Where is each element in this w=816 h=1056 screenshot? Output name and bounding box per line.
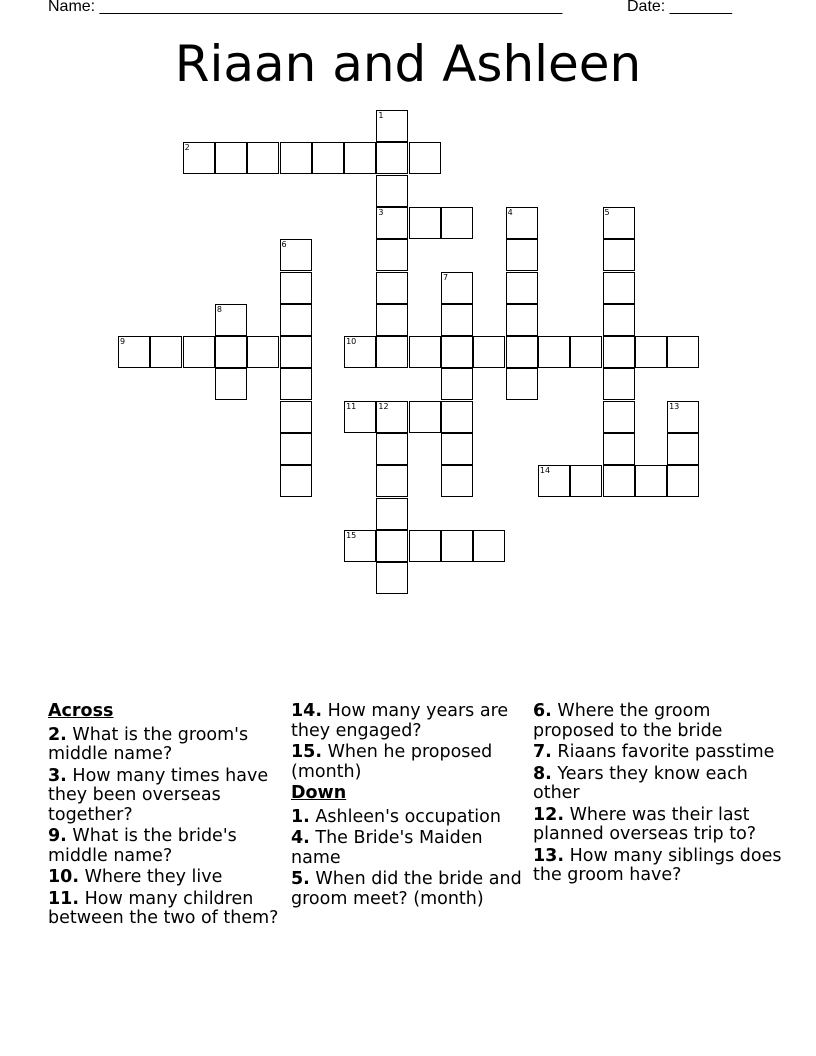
crossword-cell[interactable] [441, 465, 473, 497]
crossword-cell[interactable] [635, 336, 667, 368]
crossword-cell[interactable] [603, 368, 635, 400]
crossword-cell[interactable] [312, 142, 344, 174]
cell-number: 15 [346, 530, 357, 540]
crossword-cell[interactable] [247, 142, 279, 174]
crossword-cell[interactable] [118, 336, 150, 368]
crossword-cell[interactable] [441, 336, 473, 368]
clue-number: 15. [291, 742, 323, 762]
clue-item [533, 743, 783, 763]
clue-text: When he proposed (month) [291, 742, 493, 782]
crossword-cell[interactable] [441, 304, 473, 336]
crossword-cell[interactable] [570, 336, 602, 368]
crossword-cell[interactable] [280, 401, 312, 433]
down-heading: Down [291, 783, 347, 803]
clue-item [48, 726, 286, 765]
clue-text: Ashleen's occupation [315, 806, 501, 827]
crossword-cell[interactable] [280, 239, 312, 271]
date-field-label: Date: _______ [627, 0, 732, 15]
clue-item [291, 808, 529, 828]
crossword-cell[interactable] [280, 142, 312, 174]
crossword-cell[interactable] [603, 433, 635, 465]
crossword-cell[interactable] [280, 336, 312, 368]
crossword-cell[interactable] [280, 465, 312, 497]
crossword-cell[interactable] [506, 207, 538, 239]
crossword-cell[interactable] [506, 368, 538, 400]
crossword-cell[interactable] [409, 401, 441, 433]
clue-number: 6. [533, 701, 552, 721]
crossword-cell[interactable] [376, 562, 408, 594]
crossword-cell[interactable] [280, 368, 312, 400]
clue-number: 13. [533, 845, 565, 866]
crossword-cell[interactable] [344, 336, 376, 368]
crossword-cell[interactable] [603, 304, 635, 336]
crossword-cell[interactable] [603, 336, 635, 368]
crossword-cell[interactable] [280, 272, 312, 304]
clue-item [533, 765, 783, 804]
clue-item [48, 767, 286, 826]
crossword-cell[interactable] [441, 530, 473, 562]
crossword-cell[interactable] [215, 336, 247, 368]
crossword-cell[interactable] [538, 336, 570, 368]
cell-number: 11 [346, 401, 357, 411]
crossword-cell[interactable] [635, 465, 667, 497]
crossword-cell[interactable] [183, 336, 215, 368]
clues-column-2 [291, 702, 529, 911]
clue-number: 4. [291, 828, 310, 848]
clue-number: 8. [533, 763, 552, 784]
crossword-cell[interactable] [603, 272, 635, 304]
clue-item [48, 827, 286, 866]
cell-number: 12 [378, 401, 389, 411]
clue-item [48, 890, 286, 929]
crossword-cell[interactable] [280, 433, 312, 465]
crossword-cell[interactable] [506, 336, 538, 368]
clue-text: Riaans favorite passtime [557, 742, 775, 762]
crossword-cell[interactable] [667, 465, 699, 497]
crossword-cell[interactable] [409, 207, 441, 239]
crossword-cell[interactable] [247, 336, 279, 368]
cell-number: 2 [184, 143, 190, 153]
clue-item [533, 806, 783, 845]
clue-number: 11. [48, 888, 80, 909]
cell-number: 3 [378, 207, 384, 217]
crossword-cell[interactable] [441, 368, 473, 400]
crossword-cell[interactable] [344, 530, 376, 562]
clue-text: How many siblings does the groom have? [533, 845, 782, 885]
across-heading: Across [48, 701, 114, 721]
crossword-cell[interactable] [376, 304, 408, 336]
crossword-cell[interactable] [409, 142, 441, 174]
clue-number: 12. [533, 804, 565, 825]
crossword-cell[interactable] [344, 401, 376, 433]
crossword-cell[interactable] [473, 530, 505, 562]
clue-number: 14. [291, 701, 323, 721]
crossword-cell[interactable] [603, 207, 635, 239]
crossword-cell[interactable] [183, 142, 215, 174]
crossword-cell[interactable] [376, 498, 408, 530]
cell-number: 8 [216, 304, 222, 314]
crossword-cell[interactable] [376, 142, 408, 174]
crossword-cell[interactable] [506, 304, 538, 336]
crossword-cell[interactable] [441, 272, 473, 304]
clue-text: Where they live [84, 867, 223, 887]
crossword-cell[interactable] [441, 207, 473, 239]
clue-item [291, 743, 529, 782]
cell-number: 5 [604, 207, 610, 217]
crossword-cell[interactable] [441, 401, 473, 433]
clue-item [533, 702, 783, 741]
page-title: Riaan and Ashleen [174, 35, 642, 93]
clue-item [291, 829, 529, 868]
crossword-cell[interactable] [280, 304, 312, 336]
crossword-cell[interactable] [376, 207, 408, 239]
clue-text: When did the bride and groom meet? (month) [291, 869, 522, 909]
crossword-cell[interactable] [506, 239, 538, 271]
crossword-cell[interactable] [215, 368, 247, 400]
clue-number: 3. [48, 765, 67, 786]
crossword-cell[interactable] [667, 401, 699, 433]
crossword-cell[interactable] [376, 336, 408, 368]
clues-column-1 [48, 702, 286, 931]
crossword-cell[interactable] [667, 336, 699, 368]
name-field-label: Name: ____________________________________________________ [48, 0, 563, 15]
clue-number: 2. [48, 724, 67, 745]
crossword-cell[interactable] [376, 175, 408, 207]
clue-text: The Bride's Maiden name [291, 828, 483, 868]
clue-number: 9. [48, 826, 67, 846]
cell-number: 10 [346, 337, 357, 347]
clue-text: What is the bride's middle name? [48, 826, 237, 866]
clue-text: How many times have they been overseas together? [48, 765, 269, 825]
clue-item [48, 868, 286, 888]
clue-text: How many children between the two of them? [48, 888, 279, 928]
crossword-cell[interactable] [603, 239, 635, 271]
clue-text: Where the groom proposed to the bride [533, 701, 723, 741]
crossword-cell[interactable] [441, 433, 473, 465]
crossword-cell[interactable] [150, 336, 182, 368]
clue-text: Where was their last planned overseas trip to? [533, 804, 757, 844]
clue-item [533, 847, 783, 886]
crossword-cell[interactable] [409, 336, 441, 368]
crossword-cell[interactable] [215, 142, 247, 174]
crossword-cell[interactable] [376, 465, 408, 497]
cell-number: 13 [669, 401, 680, 411]
crossword-cell[interactable] [376, 272, 408, 304]
crossword-cell[interactable] [667, 433, 699, 465]
clue-number: 7. [533, 742, 552, 762]
clue-item [291, 870, 529, 909]
crossword-cell[interactable] [376, 401, 408, 433]
crossword-cell[interactable] [473, 336, 505, 368]
cell-number: 14 [539, 466, 551, 476]
crossword-cell[interactable] [570, 465, 602, 497]
crossword-cell[interactable] [538, 465, 570, 497]
crossword-cell[interactable] [215, 304, 247, 336]
crossword-cell[interactable] [344, 142, 376, 174]
crossword-cell[interactable] [409, 530, 441, 562]
clue-number: 10. [48, 867, 80, 887]
cell-number: 9 [120, 337, 126, 347]
crossword-cell[interactable] [506, 272, 538, 304]
clue-number: 5. [291, 869, 310, 889]
crossword-cell[interactable] [603, 401, 635, 433]
cell-number: 1 [378, 111, 384, 120]
crossword-cell[interactable] [603, 465, 635, 497]
crossword-cell[interactable] [376, 239, 408, 271]
clues-column-3 [533, 702, 783, 888]
clue-text: Years they know each other [533, 763, 748, 803]
cell-number: 6 [281, 240, 287, 250]
clue-number: 1. [291, 806, 310, 827]
cell-number: 7 [443, 272, 449, 282]
clue-item [291, 702, 529, 741]
crossword-cell[interactable] [376, 433, 408, 465]
cell-number: 4 [507, 207, 513, 217]
clue-text: How many years are they engaged? [291, 701, 509, 741]
crossword-cell[interactable] [376, 530, 408, 562]
crossword-cell[interactable] [376, 110, 408, 142]
clue-text: What is the groom's middle name? [48, 724, 249, 764]
